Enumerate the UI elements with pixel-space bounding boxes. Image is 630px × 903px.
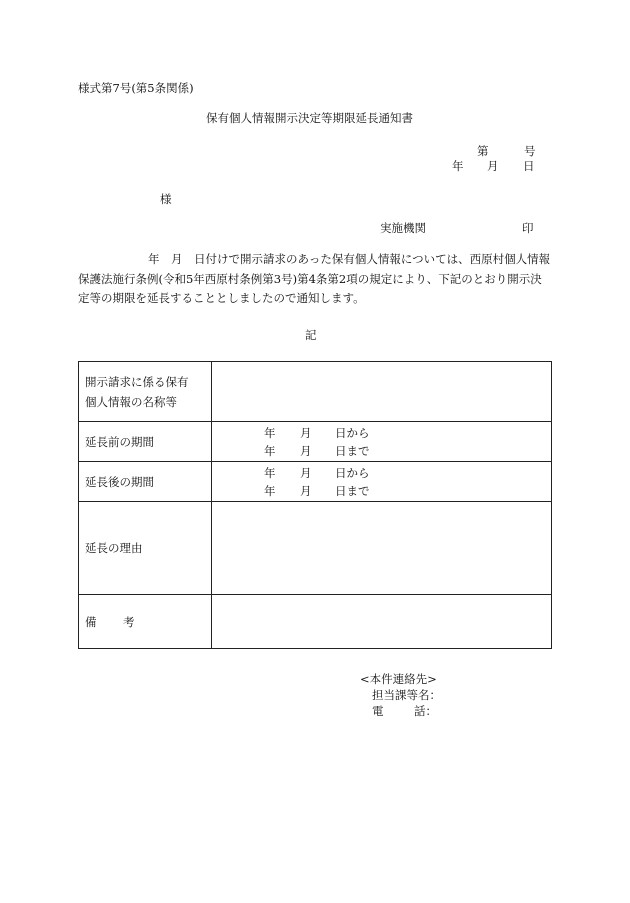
row-label-extension-reason: 延長の理由 [79,502,212,595]
period-month: 月 [300,465,312,480]
date-year: 年 [452,159,464,173]
extension-details-table [78,361,552,649]
period-year: 年 [264,425,276,440]
doc-number-prefix: 第 [477,144,489,158]
period-year: 年 [264,443,276,458]
period-year: 年 [264,483,276,498]
period-month: 月 [300,483,312,498]
ki-heading: 記 [305,328,317,342]
table-row [79,462,552,502]
row-label-period-after: 延長後の期間 [79,462,212,502]
table-row [79,502,552,595]
contact-heading: <本件連絡先> [360,672,437,686]
doc-number-suffix: 号 [524,144,536,158]
table-row [79,422,552,462]
period-day-from: 日から [335,465,370,480]
period-from-line [212,424,551,442]
period-until-line [212,482,551,500]
date-month: 月 [487,159,499,173]
row-label-period-before: 延長前の期間 [79,422,212,462]
remarks-label-part: 考 [123,614,135,629]
agency-label: 実施機関 [380,221,426,235]
label-line: 開示請求に係る保有 [85,374,189,389]
contact-phone-label-part: 電 [372,704,384,718]
period-until-line [212,442,551,460]
row-label-remarks [79,595,212,649]
period-after-value[interactable] [212,462,552,502]
period-from-line [212,464,551,482]
label-line: 個人情報の名称等 [85,394,177,409]
period-month: 月 [300,443,312,458]
remarks-label-part: 備 [85,614,97,629]
contact-department-label: 担当課等名： [372,688,441,702]
notice-body-line: 保護法施行条例(令和5年西原村条例第3号)第4条第2項の規定により、下記のとおり開示決 [78,271,542,286]
notice-body-line: 定等の期限を延長することとしましたので通知します。 [78,291,365,305]
contact-phone-label-part: 話： [414,704,437,718]
addressee-suffix: 様 [160,192,172,206]
form-number: 様式第7号(第5条関係) [78,81,194,95]
table-row [79,595,552,649]
requested-info-value[interactable] [212,362,552,422]
date-day: 日 [523,159,535,173]
extension-reason-value[interactable] [212,502,552,595]
period-day-until: 日まで [335,483,370,498]
notice-body-line: 年 月 日付けで開示請求のあった保有個人情報については、西原村個人情報 [148,252,551,266]
document-title: 保有個人情報開示決定等期限延長通知書 [206,111,413,125]
row-label-requested-info [79,362,212,422]
period-year: 年 [264,465,276,480]
seal-mark: 印 [522,221,534,235]
period-day-from: 日から [335,425,370,440]
remarks-value[interactable] [212,595,552,649]
period-before-value[interactable] [212,422,552,462]
notice-body [78,250,553,309]
period-month: 月 [300,425,312,440]
table-row [79,362,552,422]
period-day-until: 日まで [335,443,370,458]
